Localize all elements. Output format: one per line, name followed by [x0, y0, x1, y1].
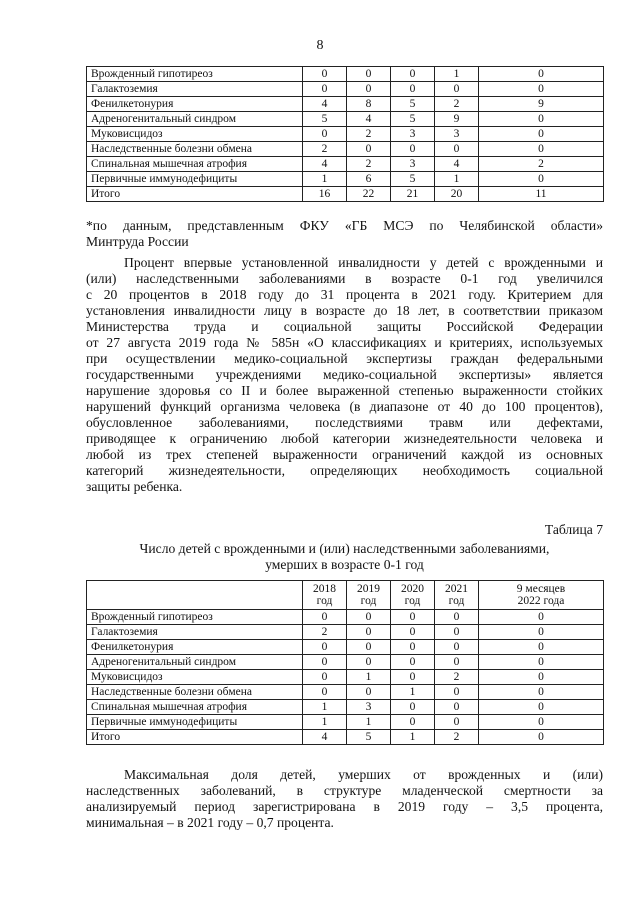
- value-cell: 0: [347, 625, 391, 640]
- paragraph-line: от 27 августа 2019 года № 585н «О классификациях и критериях, используемых: [86, 335, 603, 350]
- value-cell: 0: [391, 700, 435, 715]
- value-cell: 0: [435, 655, 479, 670]
- value-cell: 1: [347, 715, 391, 730]
- value-cell: 21: [391, 187, 435, 202]
- footnote-line: Минтруда России: [86, 234, 189, 249]
- value-cell: 0: [391, 670, 435, 685]
- value-cell: 4: [303, 157, 347, 172]
- table-7-infant-deaths: [86, 580, 604, 745]
- value-cell: 0: [479, 655, 604, 670]
- value-cell: 0: [391, 655, 435, 670]
- value-cell: 4: [347, 112, 391, 127]
- table-7-title-line: Число детей с врожденными и (или) наследственными заболеваниями,: [139, 541, 550, 556]
- value-cell: 0: [303, 655, 347, 670]
- value-cell: 2: [435, 97, 479, 112]
- value-cell: 0: [479, 82, 604, 97]
- paragraph-line: Максимальная доля детей, умерших от врожденных и (или): [124, 767, 603, 782]
- value-cell: 0: [479, 172, 604, 187]
- value-cell: 1: [435, 172, 479, 187]
- header-cell-9-months-2022: 9 месяцев 2022 года: [479, 581, 604, 610]
- table-row: [87, 127, 604, 142]
- table-row: [87, 82, 604, 97]
- value-cell: 0: [347, 640, 391, 655]
- footnote-line: *по данным, представленным ФКУ «ГБ МСЭ по Челябинской области»: [86, 218, 603, 233]
- value-cell: 0: [479, 67, 604, 82]
- value-cell: 6: [347, 172, 391, 187]
- paragraph-line: минимальная – в 2021 году – 0,7 процента.: [86, 815, 334, 830]
- table-row: [87, 685, 604, 700]
- value-cell: 0: [391, 82, 435, 97]
- value-cell: 0: [435, 610, 479, 625]
- table-row: [87, 640, 604, 655]
- value-cell: 0: [479, 127, 604, 142]
- table-row: [87, 730, 604, 745]
- value-cell: 0: [479, 670, 604, 685]
- value-cell: 5: [303, 112, 347, 127]
- paragraph-line: категорий жизнедеятельности, определяющих необходимость социальной: [86, 463, 603, 478]
- value-cell: 4: [303, 730, 347, 745]
- row-label: Врожденный гипотиреоз: [87, 67, 303, 82]
- row-label: Галактоземия: [87, 625, 303, 640]
- paragraph-line: нарушений функций организма человека (в диапазоне от 40 до 100 процентов),: [86, 399, 603, 414]
- value-cell: 5: [347, 730, 391, 745]
- paragraph-line: с 20 процентов в 2018 году до 31 процента в 2021 году. Критерием для: [86, 287, 603, 302]
- row-label: Врожденный гипотиреоз: [87, 610, 303, 625]
- table-row: [87, 670, 604, 685]
- value-cell: 0: [303, 685, 347, 700]
- table-inborn-diseases-disability: [86, 66, 604, 202]
- table-row: [87, 715, 604, 730]
- value-cell: 0: [303, 610, 347, 625]
- paragraph-mortality-share: [86, 767, 603, 831]
- value-cell: 0: [435, 715, 479, 730]
- value-cell: 0: [391, 625, 435, 640]
- value-cell: 0: [435, 82, 479, 97]
- row-label: Муковисцидоз: [87, 127, 303, 142]
- value-cell: 20: [435, 187, 479, 202]
- value-cell: 9: [435, 112, 479, 127]
- row-label: Фенилкетонурия: [87, 640, 303, 655]
- value-cell: 0: [391, 67, 435, 82]
- value-cell: 5: [391, 112, 435, 127]
- paragraph-line: наследственных заболеваний, в структуре младенческой смертности за: [86, 783, 603, 798]
- table-row: [87, 700, 604, 715]
- table-footnote: [86, 218, 603, 250]
- value-cell: 0: [479, 610, 604, 625]
- value-cell: 3: [435, 127, 479, 142]
- table-7-label: Таблица 7: [544, 522, 603, 537]
- row-label: Адреногенитальный синдром: [87, 112, 303, 127]
- value-cell: 0: [347, 610, 391, 625]
- value-cell: 1: [347, 670, 391, 685]
- row-label: Итого: [87, 730, 303, 745]
- value-cell: 0: [435, 700, 479, 715]
- paragraph-line: при осуществлении медико-социальной экспертизы граждан федеральными: [86, 351, 603, 366]
- value-cell: 0: [347, 655, 391, 670]
- table-row: [87, 112, 604, 127]
- value-cell: 0: [435, 685, 479, 700]
- value-cell: 0: [303, 640, 347, 655]
- row-label: Наследственные болезни обмена: [87, 685, 303, 700]
- paragraph-line: приводящее к ограничению любой категории жизнедеятельности человека и: [86, 431, 603, 446]
- value-cell: 1: [391, 685, 435, 700]
- paragraph-line: анализируемый период зарегистрирована в 2019 году – 3,5 процента,: [86, 799, 603, 814]
- paragraph-line: обусловленное заболеваниями, последствиями травм или дефектами,: [86, 415, 603, 430]
- value-cell: 0: [479, 640, 604, 655]
- table-row: [87, 142, 604, 157]
- value-cell: 1: [303, 700, 347, 715]
- table-row: [87, 67, 604, 82]
- paragraph-line: (или) наследственными заболеваниями в возрасте 0-1 год увеличился: [86, 271, 603, 286]
- value-cell: 8: [347, 97, 391, 112]
- row-label: Адреногенитальный синдром: [87, 655, 303, 670]
- value-cell: 5: [391, 97, 435, 112]
- paragraph-line: нарушение здоровья со II и более выраженной степенью выраженности стойких: [86, 383, 603, 398]
- value-cell: 0: [391, 610, 435, 625]
- table-row: [87, 97, 604, 112]
- table-row: [87, 187, 604, 202]
- value-cell: 0: [303, 67, 347, 82]
- value-cell: 0: [303, 127, 347, 142]
- value-cell: 0: [435, 142, 479, 157]
- value-cell: 0: [391, 640, 435, 655]
- value-cell: 0: [479, 625, 604, 640]
- value-cell: 0: [391, 142, 435, 157]
- value-cell: 0: [435, 640, 479, 655]
- table-row: [87, 655, 604, 670]
- value-cell: 0: [479, 715, 604, 730]
- value-cell: 0: [479, 700, 604, 715]
- value-cell: 0: [479, 142, 604, 157]
- value-cell: 0: [303, 82, 347, 97]
- value-cell: 0: [347, 67, 391, 82]
- value-cell: 22: [347, 187, 391, 202]
- value-cell: 1: [435, 67, 479, 82]
- row-label: Муковисцидоз: [87, 670, 303, 685]
- value-cell: 9: [479, 97, 604, 112]
- paragraph-line: Процент впервые установленной инвалидности у детей с врожденными и: [124, 255, 603, 270]
- paragraph-line: государственными учреждениями медико-социальной экспертизы» является: [86, 367, 603, 382]
- value-cell: 0: [347, 685, 391, 700]
- page-number: 8: [316, 38, 324, 53]
- value-cell: 1: [303, 172, 347, 187]
- row-label: Галактоземия: [87, 82, 303, 97]
- row-label: Итого: [87, 187, 303, 202]
- value-cell: 5: [391, 172, 435, 187]
- header-cell-2021: 2021 год: [435, 581, 479, 610]
- table-7-title: [86, 541, 603, 573]
- value-cell: 4: [435, 157, 479, 172]
- paragraph-disability-criteria: [86, 255, 603, 495]
- table-row: [87, 610, 604, 625]
- value-cell: 2: [303, 142, 347, 157]
- value-cell: 0: [391, 715, 435, 730]
- row-label: Первичные иммунодефициты: [87, 715, 303, 730]
- value-cell: 2: [435, 670, 479, 685]
- row-label: Первичные иммунодефициты: [87, 172, 303, 187]
- value-cell: 0: [347, 142, 391, 157]
- value-cell: 0: [435, 625, 479, 640]
- paragraph-line: защиты ребенка.: [86, 479, 183, 494]
- value-cell: 1: [391, 730, 435, 745]
- paragraph-line: любой из трех степеней выраженности ограничений каждой из основных: [86, 447, 603, 462]
- value-cell: 3: [347, 700, 391, 715]
- value-cell: 16: [303, 187, 347, 202]
- value-cell: 2: [347, 127, 391, 142]
- value-cell: 0: [479, 730, 604, 745]
- header-cell-empty: [87, 581, 303, 610]
- value-cell: 0: [479, 685, 604, 700]
- table-row: [87, 172, 604, 187]
- paragraph-line: установления инвалидности лицу в возрасте до 18 лет, в соответствии приказом: [86, 303, 603, 318]
- table-row: [87, 157, 604, 172]
- row-label: Фенилкетонурия: [87, 97, 303, 112]
- row-label: Спинальная мышечная атрофия: [87, 700, 303, 715]
- header-cell-2019: 2019 год: [347, 581, 391, 610]
- header-cell-2018: 2018 год: [303, 581, 347, 610]
- value-cell: 0: [347, 82, 391, 97]
- value-cell: 0: [303, 670, 347, 685]
- header-cell-2020: 2020 год: [391, 581, 435, 610]
- value-cell: 2: [479, 157, 604, 172]
- table-row: [87, 625, 604, 640]
- paragraph-line: Министерства труда и социальной защиты Российской Федерации: [86, 319, 603, 334]
- value-cell: 1: [303, 715, 347, 730]
- row-label: Наследственные болезни обмена: [87, 142, 303, 157]
- table-7-title-line: умерших в возрасте 0-1 год: [265, 557, 424, 572]
- table-header-row: [87, 581, 604, 610]
- value-cell: 0: [479, 112, 604, 127]
- value-cell: 2: [303, 625, 347, 640]
- value-cell: 2: [435, 730, 479, 745]
- value-cell: 4: [303, 97, 347, 112]
- row-label: Спинальная мышечная атрофия: [87, 157, 303, 172]
- value-cell: 2: [347, 157, 391, 172]
- value-cell: 11: [479, 187, 604, 202]
- value-cell: 3: [391, 127, 435, 142]
- value-cell: 3: [391, 157, 435, 172]
